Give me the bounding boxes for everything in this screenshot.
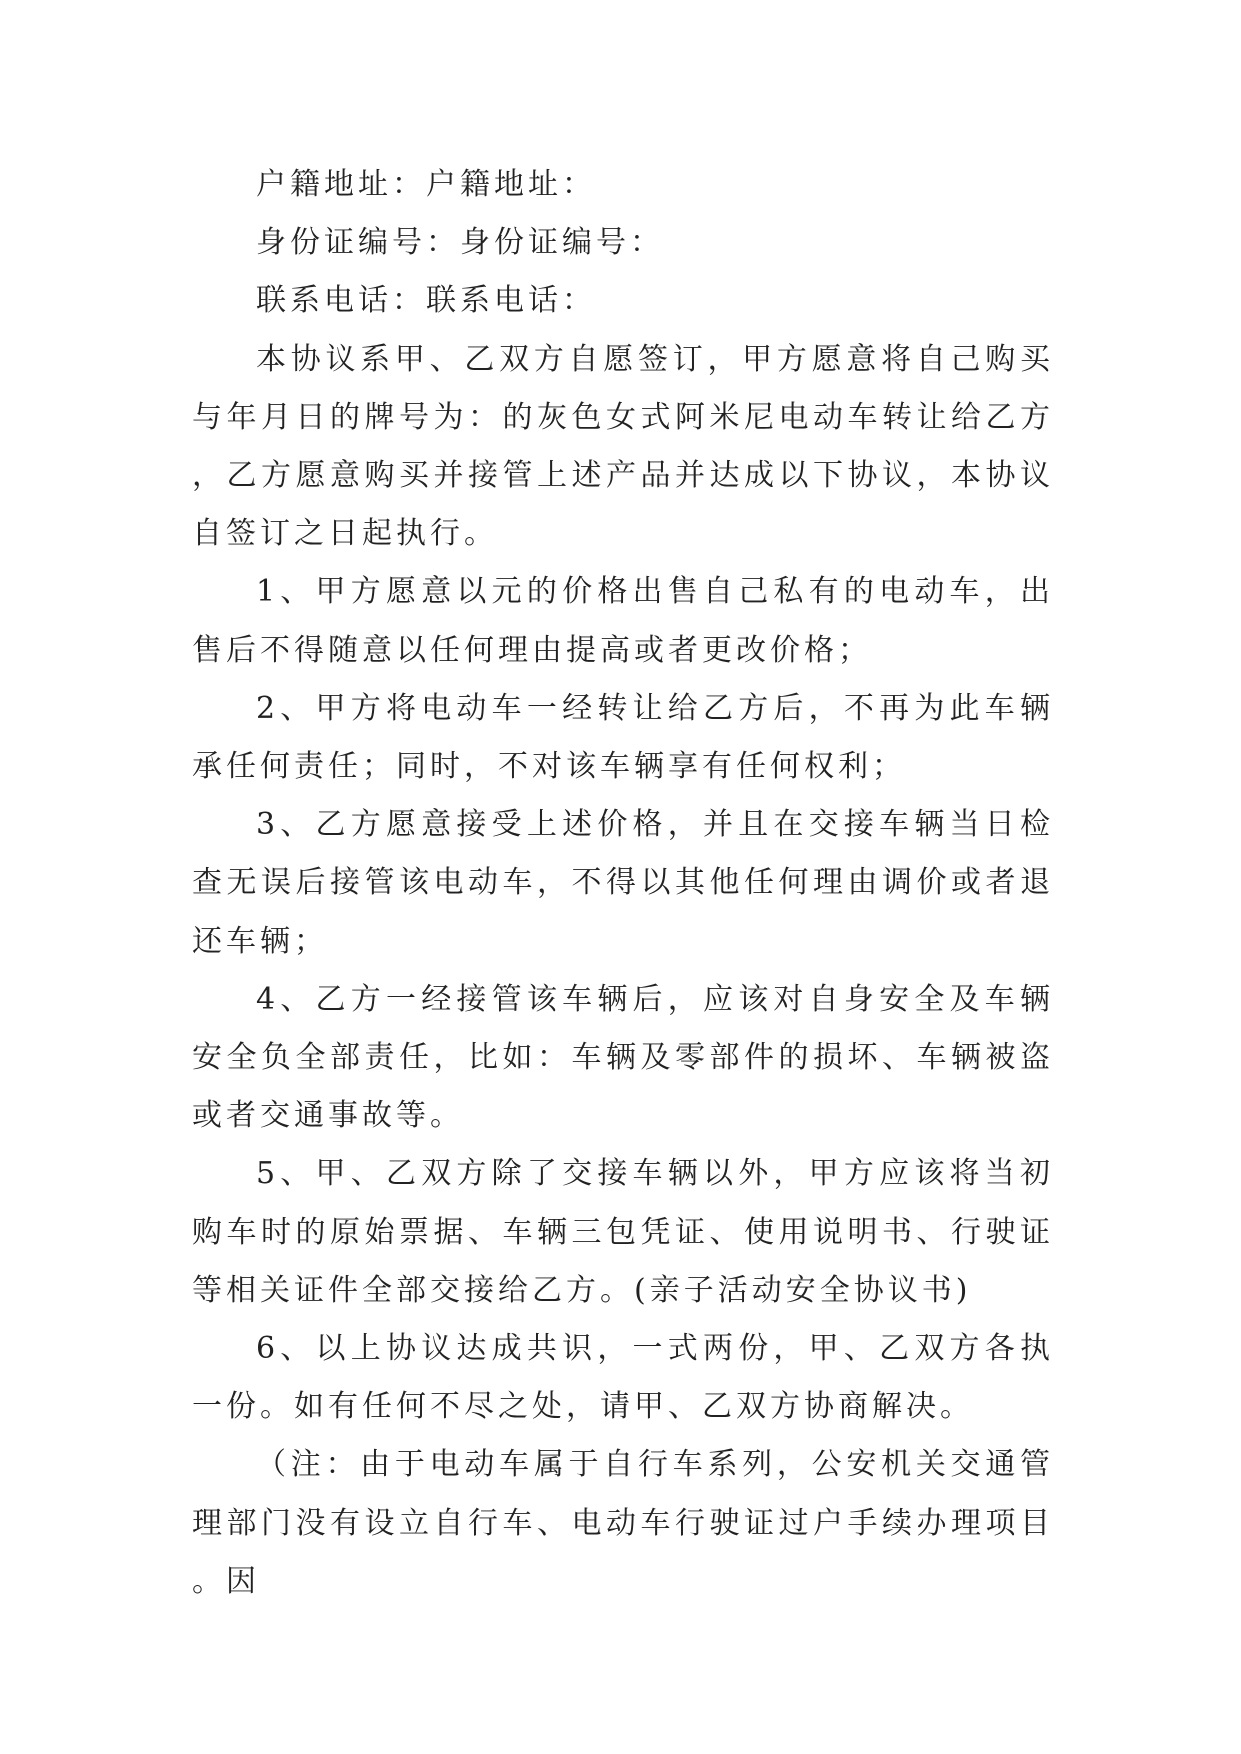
note-paragraph: （注：由于电动车属于自行车系列，公安机关交通管理部门没有设立自行车、电动车行驶证过户手续办理项目。因	[192, 1447, 1054, 1599]
agreement-intro-paragraph: 本协议系甲、乙双方自愿签订，甲方愿意将自己购买与年月日的牌号为：的灰色女式阿米尼电动车转让给乙方，乙方愿意购买并接管上述产品并达成以下协议，本协议自签订之日起执行。	[192, 341, 1054, 552]
clause-3-paragraph: 3、乙方愿意接受上述价格，并且在交接车辆当日检查无误后接管该电动车，不得以其他任何理由调价或者退还车辆；	[192, 807, 1054, 959]
clause-2-paragraph: 2、甲方将电动车一经转让给乙方后，不再为此车辆承任何责任；同时，不对该车辆享有任何权利；	[192, 690, 1054, 785]
id-number-line: 身份证编号：身份证编号：	[256, 225, 664, 261]
phone-line: 联系电话：联系电话：	[256, 283, 596, 319]
clause-6-paragraph: 6、以上协议达成共识，一式两份，甲、乙双方各执一份。如有任何不尽之处，请甲、乙双方协商解决。	[192, 1331, 1054, 1425]
household-address-line: 户籍地址：户籍地址：	[256, 167, 596, 202]
clause-1-paragraph: 1、甲方愿意以元的价格出售自己私有的电动车，出售后不得随意以任何理由提高或者更改价格；	[192, 574, 1054, 668]
clause-5-paragraph: 5、甲、乙双方除了交接车辆以外，甲方应该将当初购车时的原始票据、车辆三包凭证、使用说明书、行驶证等相关证件全部交接给乙方。(亲子活动安全协议书)	[192, 1156, 1054, 1308]
document-body	[192, 156, 1054, 1611]
clause-4-paragraph: 4、乙方一经接管该车辆后，应该对自身安全及车辆安全负全部责任，比如：车辆及零部件的损坏、车辆被盗或者交通事故等。	[192, 981, 1054, 1134]
